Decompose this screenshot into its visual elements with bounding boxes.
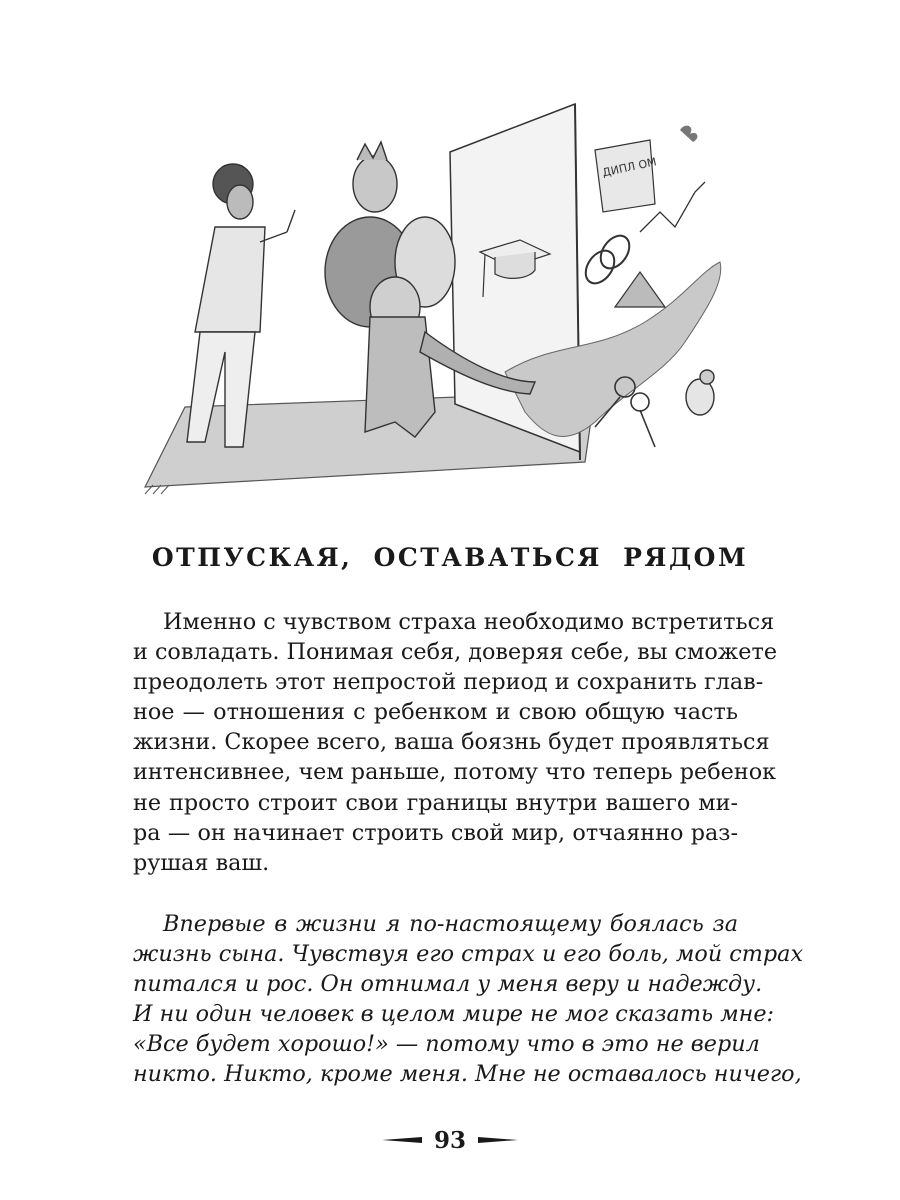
right-dash-ornament (478, 1122, 518, 1158)
text-line: ра — он начинает строить свой мир, отчаянно раз- (133, 819, 738, 846)
svg-text:ДИПЛ ОМ: ДИПЛ ОМ (601, 155, 658, 180)
text-line: никто. Никто, кроме меня. Мне не оставалось ничего, (133, 1061, 802, 1088)
paragraph-2 (133, 909, 804, 1090)
door-scene-illustration (125, 92, 745, 502)
text-line: питался и рос. Он отнимал у меня веру и надежду. (133, 971, 763, 998)
text-line: жизни. Скорее всего, ваша боязнь будет проявляться (133, 729, 770, 756)
paragraph-1 (133, 607, 778, 878)
text-line: жизнь сына. Чувствуя его страх и его боль, мой страх (133, 941, 804, 968)
page-footer (0, 1122, 900, 1158)
text-line: рушая ваш. (133, 849, 270, 876)
diploma-note-icon (595, 140, 658, 212)
tent-icon (615, 272, 665, 307)
text-line: ное — отношения с ребенком и свою общую часть (133, 699, 738, 726)
text-line: преодолеть этот непростой период и сохранить глав- (133, 669, 764, 696)
pacifier-icon (686, 370, 714, 415)
bird-icon (680, 126, 697, 142)
left-dash-ornament (382, 1122, 422, 1158)
text-line: не просто строит свои границы внутри вашего ми- (133, 789, 738, 816)
text-line: интенсивнее, чем раньше, потому что теперь ребенок (133, 759, 777, 786)
text-line: И ни один человек в целом мире не мог сказать мне: (133, 1001, 775, 1028)
text-line: «Все будет хорошо!» — потому что в это не верил (133, 1031, 760, 1058)
text-line: Именно с чувством страха необходимо встретиться (163, 609, 775, 635)
rings-icon (580, 230, 635, 288)
text-line: Впервые в жизни я по-настоящему боялась за (163, 911, 738, 937)
page-number: 93 (433, 1126, 466, 1154)
section-heading: ОТПУСКАЯ, ОСТАВАТЬСЯ РЯДОМ (151, 543, 749, 572)
text-line: и совладать. Понимая себя, доверяя себе, вы сможете (133, 639, 778, 666)
